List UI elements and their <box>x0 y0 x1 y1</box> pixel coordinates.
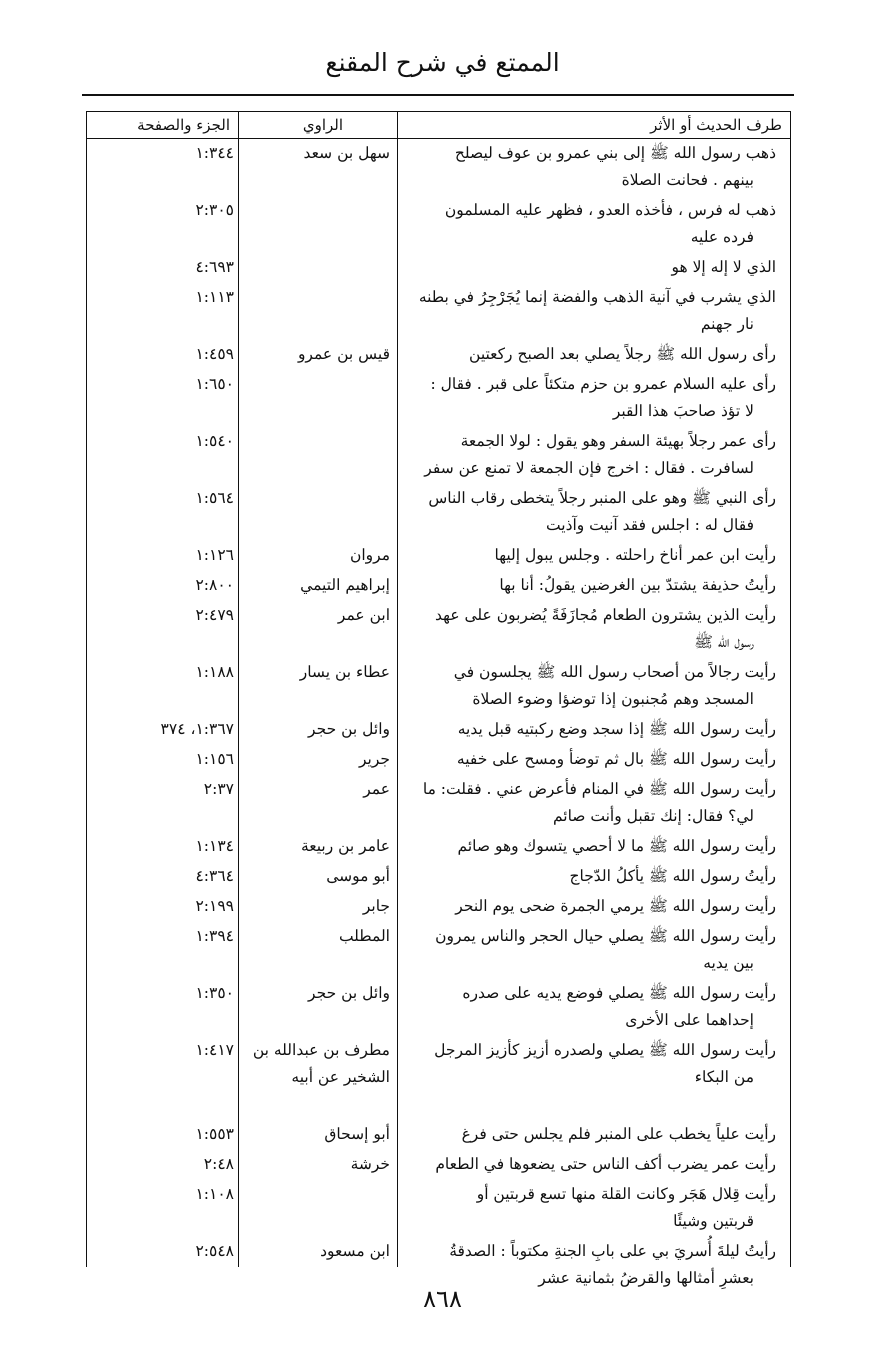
hadith-text-line: رأيت رسول الله ﷺ يصلي فوضع يديه على صدره <box>462 984 776 1002</box>
narrator: وائل بن حجر <box>308 720 390 738</box>
hadith-text <box>400 572 776 599</box>
hadith-text-line: رأيت عمر يضرب أكف الناس حتى يضعوها في الطعام <box>435 1155 776 1173</box>
hadith-text-line: ذهب له فرس ، فأخذه العدو ، فظهر عليه المسلمون <box>444 201 776 219</box>
volume-page-reference: ١:٣٦٧، ٣٧٤ <box>160 720 234 738</box>
hadith-text <box>400 428 776 482</box>
hadith-text-line: فرده عليه <box>690 228 754 246</box>
volume-page-reference: ٤:٦٩٣ <box>195 258 234 276</box>
narrator: عامر بن ربيعة <box>300 837 390 855</box>
narrator: جرير <box>359 750 390 768</box>
hadith-text-line: قربتين وشيئًا <box>673 1212 754 1230</box>
hadith-text-line: إحداهما على الأخرى <box>625 1011 754 1029</box>
hadith-text <box>400 197 776 251</box>
narrator: ابن عمر <box>337 606 390 624</box>
hadith-text <box>400 659 776 713</box>
volume-page-reference: ١:٣٤٤ <box>195 144 234 162</box>
hadith-text-line: رأيت رسول الله ﷺ يرمي الجمرة ضحى يوم النحر <box>455 897 776 915</box>
volume-page-reference: ٢:٨٠٠ <box>195 576 234 594</box>
hadith-text-line: رأيت رجالاً من أصحاب رسول الله ﷺ يجلسون في <box>453 663 776 681</box>
hadith-text-line: فقال له : اجلس فقد آنيت وآذيت <box>546 516 754 534</box>
page-number: ٨٦٨ <box>423 1285 462 1313</box>
volume-page-reference: ١:١٥٦ <box>195 750 234 768</box>
volume-page-reference: ١:٣٩٤ <box>195 927 234 945</box>
volume-page-reference: ١:١١٣ <box>195 288 234 306</box>
hadith-text <box>400 863 776 890</box>
hadith-text <box>400 776 776 830</box>
hadith-text-line: رأيت رسول الله ﷺ في المنام فأعرض عني . فقلت: ما <box>422 780 776 798</box>
volume-page-reference: ١:١٢٦ <box>195 546 234 564</box>
hadith-text-line: رأى رسول الله ﷺ رجلاً يصلي بعد الصبح ركعتين <box>469 345 776 363</box>
volume-page-reference: ٢:١٩٩ <box>195 897 234 915</box>
hadith-text <box>400 371 776 425</box>
hadith-text-line: رأى عمر رجلاً بهيئة السفر وهو يقول : لولا الجمعة <box>460 432 776 450</box>
hadith-text-line: بينهم . فحانت الصلاة <box>621 171 754 189</box>
hadith-text-line: رأيت رسول الله ﷺ يصلي ولصدره أزيز كأزيز المرجل <box>434 1041 776 1059</box>
hadith-text <box>400 1037 776 1091</box>
volume-page-reference: ١:٤١٧ <box>195 1041 234 1059</box>
hadith-text-line: رسول الله ﷺ <box>694 633 754 651</box>
hadith-text-line: ذهب رسول الله ﷺ إلى بني عمرو بن عوف ليصلح <box>454 144 776 162</box>
column-header-narrator: الراوي <box>302 116 343 134</box>
hadith-text <box>400 716 776 743</box>
hadith-text <box>400 980 776 1034</box>
hadith-text-line: نار جهنم <box>700 315 754 333</box>
hadith-text <box>400 1121 776 1148</box>
volume-page-reference: ١:٥٥٣ <box>195 1125 234 1143</box>
hadith-text-line: المسجد وهم مُجنبون إذا توضؤا وضوء الصلاة <box>472 690 754 708</box>
volume-page-reference: ٢:٤٧٩ <box>195 606 234 624</box>
column-divider-narrator <box>397 111 398 1267</box>
hadith-text-line: رأيتُ رسول الله ﷺ يأكلُ الدّجاج <box>569 867 776 885</box>
hadith-text <box>400 341 776 368</box>
narrator: عطاء بن يسار <box>299 663 390 681</box>
volume-page-reference: ١:١٣٤ <box>195 837 234 855</box>
narrator: مطرف بن عبدالله بن الشخير عن أبيه <box>252 1041 390 1086</box>
hadith-text <box>400 923 776 977</box>
column-divider-reference <box>238 111 239 1267</box>
hadith-text-line: الذي يشرب في آنية الذهب والفضة إنما يُجَرْجِرُ في بطنه <box>418 288 776 306</box>
column-header-reference: الجزء والصفحة <box>137 116 230 134</box>
hadith-text-line: رأيت رسول الله ﷺ إذا سجد وضع ركبتيه قبل يديه <box>457 720 776 738</box>
hadith-text <box>400 893 776 920</box>
hadith-text <box>400 1151 776 1178</box>
title-rule <box>82 94 794 96</box>
volume-page-reference: ١:٦٥٠ <box>195 375 234 393</box>
page-title: الممتع في شرح المقنع <box>325 48 560 77</box>
narrator: أبو إسحاق <box>324 1125 390 1143</box>
narrator: ابن مسعود <box>320 1242 390 1260</box>
narrator: أبو موسى <box>326 867 390 885</box>
volume-page-reference: ١:٣٥٠ <box>195 984 234 1002</box>
volume-page-reference: ٢:٣٠٥ <box>195 201 234 219</box>
hadith-text-line: رأى عليه السلام عمرو بن حزم متكئاً على قبر . فقال : <box>430 375 776 393</box>
hadith-text-line: رأيت علياً يخطب على المنبر فلم يجلس حتى فرغ <box>461 1125 776 1143</box>
volume-page-reference: ١:٥٤٠ <box>195 432 234 450</box>
hadith-text-line: رأيت الذين يشترون الطعام مُجازَفَةً يُضربون على عهد <box>435 606 776 624</box>
volume-page-reference: ١:٥٦٤ <box>195 489 234 507</box>
hadith-text-line: رأيت رسول الله ﷺ يصلي حيال الحجر والناس يمرون <box>435 927 776 945</box>
hadith-text <box>400 284 776 338</box>
hadith-text-line: لا تؤذ صاحبَ هذا القبر <box>612 402 754 420</box>
hadith-text-line: بين يديه <box>703 954 754 972</box>
hadith-text <box>400 254 776 281</box>
narrator: سهل بن سعد <box>303 144 390 162</box>
hadith-text-line: لي؟ فقال: إنك تقبل وأنت صائم <box>552 807 754 825</box>
hadith-text <box>400 1181 776 1235</box>
header-rule-top <box>86 111 791 112</box>
volume-page-reference: ٤:٣٦٤ <box>195 867 234 885</box>
header-rule-bottom <box>86 138 791 139</box>
narrator: وائل بن حجر <box>308 984 390 1002</box>
narrator: عمر <box>363 780 390 798</box>
hadith-text <box>400 746 776 773</box>
narrator: جابر <box>362 897 390 915</box>
hadith-text-line: رأيت ابن عمر أناخ راحلته . وجلس يبول إليها <box>494 546 776 564</box>
hadith-text-line: رأى النبي ﷺ وهو على المنبر رجلاً يتخطى رقاب الناس <box>428 489 776 507</box>
volume-page-reference: ١:١٨٨ <box>195 663 234 681</box>
column-header-text: طرف الحديث أو الأثر <box>650 116 782 134</box>
hadith-text <box>400 833 776 860</box>
hadith-text-line: رأيت رسول الله ﷺ ما لا أحصي يتسوك وهو صائم <box>457 837 776 855</box>
volume-page-reference: ١:٤٥٩ <box>195 345 234 363</box>
narrator: قيس بن عمرو <box>297 345 390 363</box>
volume-page-reference: ١:١٠٨ <box>195 1185 234 1203</box>
hadith-text-line: رأيتُ حذيفة يشتدّ بين الغرضين يقولُ: أنا بها <box>499 576 776 594</box>
narrator: مروان <box>349 546 390 564</box>
hadith-text <box>400 602 776 656</box>
narrator: خرشة <box>350 1155 390 1173</box>
volume-page-reference: ٢:٣٧ <box>203 780 234 798</box>
narrator: إبراهيم التيمي <box>300 576 390 594</box>
hadith-text <box>400 1238 776 1292</box>
hadith-text-line: بعشرِ أمثالها والقرضُ بثمانية عشر <box>538 1269 754 1287</box>
hadith-text-line: لسافرت . فقال : اخرج فإن الجمعة لا تمنع عن سفر <box>424 459 754 477</box>
volume-page-reference: ٢:٤٨ <box>203 1155 234 1173</box>
volume-page-reference: ٢:٥٤٨ <box>195 1242 234 1260</box>
hadith-text-line: رأيت رسول الله ﷺ بال ثم توضأ ومسح على خفيه <box>456 750 776 768</box>
hadith-text-line: رأيتُ ليلةَ أُسريَ بي على بابِ الجنةِ مكتوباً : الصدقةُ <box>449 1242 776 1260</box>
hadith-text <box>400 485 776 539</box>
hadith-text <box>400 542 776 569</box>
hadith-text-line: من البكاء <box>694 1068 754 1086</box>
hadith-text <box>400 140 776 194</box>
hadith-text-line: رأيت قِلال هَجَر وكانت القلة منها تسع قربتين أو <box>476 1185 776 1203</box>
hadith-text-line: الذي لا إله إلا هو <box>671 258 776 276</box>
narrator: المطلب <box>338 927 390 945</box>
